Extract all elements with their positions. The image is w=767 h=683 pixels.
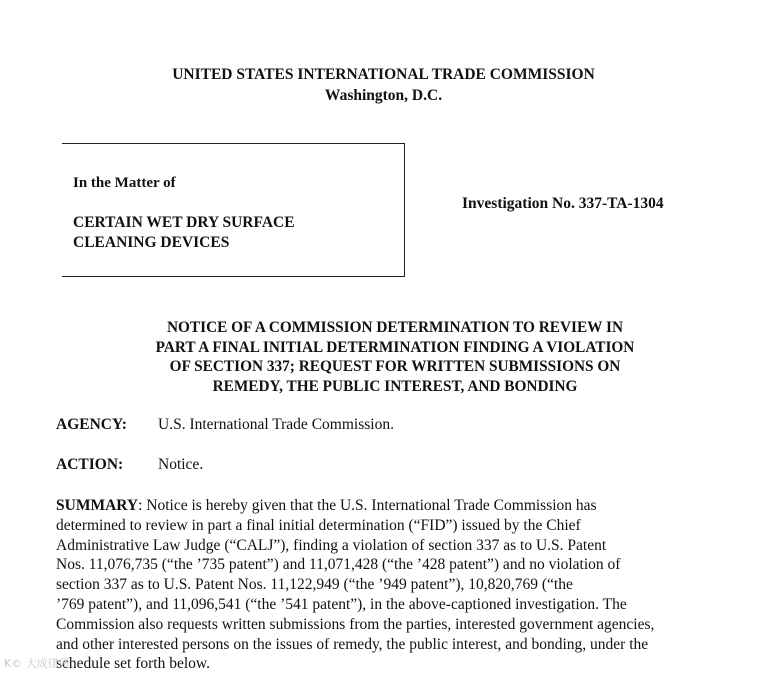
product-title xyxy=(73,213,295,253)
summary-line: ’769 patent”), and 11,096,541 (“the ’541 patent”), in the above-captioned investigation. The xyxy=(56,595,627,613)
agency-city: Washington, D.C. xyxy=(324,87,443,104)
summary-line: Commission also requests written submissions from the parties, interested government agencies, xyxy=(56,615,655,633)
investigation-number: Investigation No. 337-TA-1304 xyxy=(462,195,664,212)
summary-line: Administrative Law Judge (“CALJ”), finding a violation of section 337 as to U.S. Patent xyxy=(56,536,607,554)
summary-line: Nos. 11,076,735 (“the ’735 patent”) and 11,071,428 (“the ’428 patent”) and no violation of xyxy=(56,556,621,574)
case-caption-box xyxy=(62,143,405,277)
title-line: REMEDY, THE PUBLIC INTEREST, AND BONDING xyxy=(212,378,578,396)
product-line: CERTAIN WET DRY SURFACE xyxy=(73,214,295,231)
product-line: CLEANING DEVICES xyxy=(73,234,230,251)
agency-heading: UNITED STATES INTERNATIONAL TRADE COMMISSION xyxy=(172,66,595,83)
summary-line: section 337 as to U.S. Patent Nos. 11,122,949 (“the ’949 patent”), 10,820,769 (“the xyxy=(56,576,573,594)
agency-row xyxy=(56,416,394,434)
watermark: K© 大成律所 xyxy=(4,657,70,670)
title-line: NOTICE OF A COMMISSION DETERMINATION TO REVIEW IN xyxy=(166,319,623,336)
action-row xyxy=(56,456,203,474)
summary-paragraph xyxy=(56,496,756,674)
summary-line: and other interested persons on the issues of remedy, the public interest, and bonding, under the xyxy=(56,635,649,653)
summary-line xyxy=(56,496,756,516)
action-value: Notice. xyxy=(158,456,204,473)
action-label: ACTION: xyxy=(56,456,124,473)
summary-line: schedule set forth below. xyxy=(56,655,210,673)
summary-line: determined to review in part a final initial determination (“FID”) issued by the Chief xyxy=(56,516,581,534)
agency-label: AGENCY: xyxy=(56,416,127,433)
title-line: OF SECTION 337; REQUEST FOR WRITTEN SUBMISSIONS ON xyxy=(169,358,621,376)
title-line: PART A FINAL INITIAL DETERMINATION FINDING A VIOLATION xyxy=(155,338,635,356)
notice-title xyxy=(0,318,767,397)
matter-label: In the Matter of xyxy=(73,175,176,191)
summary-label: SUMMARY xyxy=(56,497,139,514)
summary-text: : Notice is hereby given that the U.S. International Trade Commission has xyxy=(138,497,597,514)
agency-value: U.S. International Trade Commission. xyxy=(158,416,394,433)
